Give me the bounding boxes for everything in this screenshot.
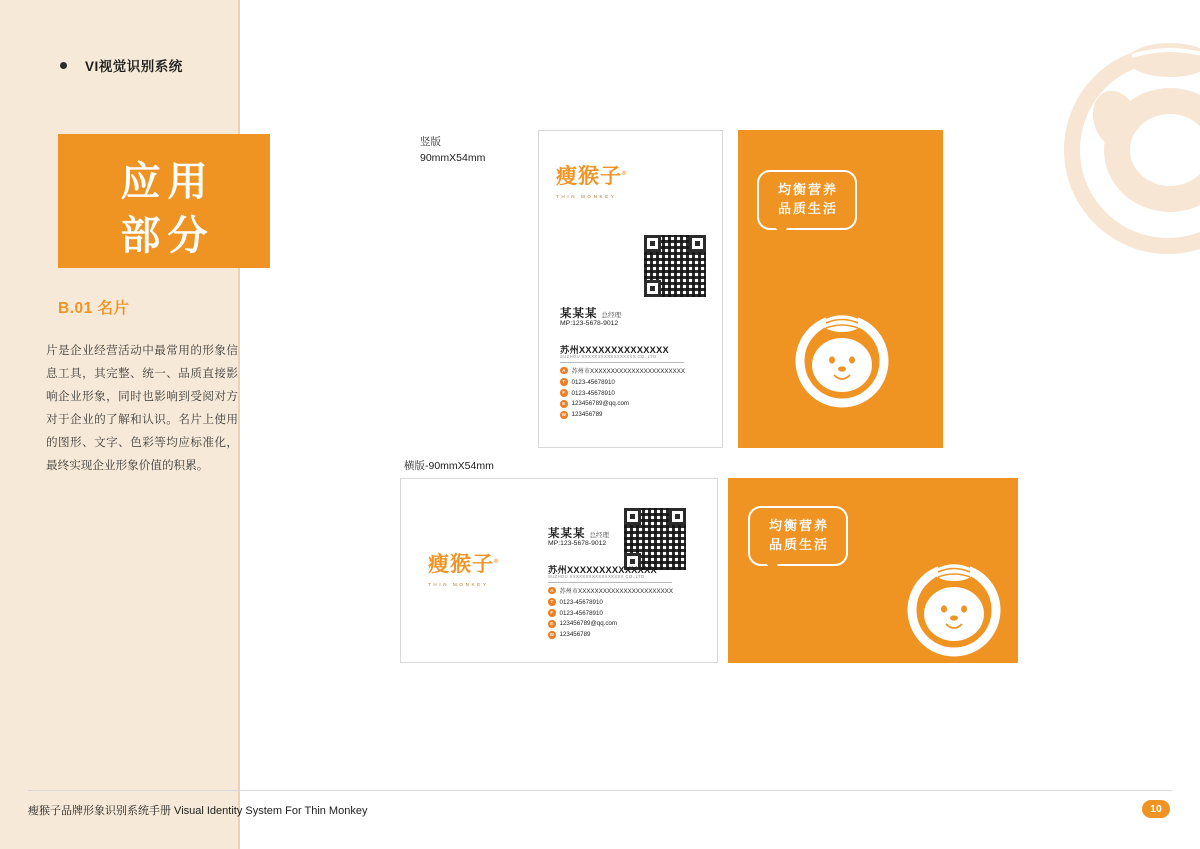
email-icon: E — [548, 620, 556, 628]
bubble-tail-icon — [775, 227, 787, 239]
subsection-paragraph — [46, 339, 238, 477]
page-header — [60, 55, 183, 75]
qr-eye-tl-icon — [624, 508, 641, 525]
slogan-line-2: 品质生活 — [777, 200, 838, 216]
contact-row — [548, 631, 673, 639]
bubble-tail-icon — [766, 563, 778, 575]
contact-list-vertical — [560, 366, 685, 422]
monkey-logo-mark-vertical — [788, 303, 896, 411]
contact-text: 123456789 — [571, 411, 603, 419]
monkey-logo-mark-horizontal — [900, 552, 1008, 660]
vertical-card-label — [420, 134, 485, 166]
contact-text: 0123-45678910 — [571, 378, 615, 386]
contact-text: 0123-45678910 — [571, 389, 615, 397]
fax-icon: F — [548, 609, 556, 617]
address-icon: A — [548, 587, 556, 595]
telephone-icon: T — [548, 598, 556, 606]
contact-row — [560, 378, 685, 386]
contact-row — [548, 586, 673, 595]
contact-row — [548, 598, 673, 606]
qr-eye-tl-icon — [644, 235, 661, 252]
contact-list-horizontal — [548, 586, 673, 642]
contact-row — [548, 609, 673, 617]
logo-chinese-label: 瘦猴子 — [428, 553, 494, 576]
page-number-badge: 10 — [1142, 800, 1170, 818]
footer-caption: 瘦猴子品牌形象识别系统手册 Visual Identity System For Thin Monkey — [28, 805, 368, 817]
card-person-name: 某某某 — [548, 528, 586, 540]
fax-icon: F — [560, 389, 568, 397]
card-job-title: 总经理 — [601, 312, 621, 319]
contact-row — [548, 620, 673, 628]
banner-line-1: 应用 — [120, 160, 215, 204]
card-company-vertical: 苏州XXXXXXXXXXXXXX — [560, 345, 669, 355]
slogan-line-1: 均衡营养 — [777, 182, 838, 197]
card-divider-horizontal — [548, 582, 672, 583]
address-icon: A — [560, 367, 568, 375]
card-person-name: 某某某 — [560, 308, 598, 320]
sidebar-divider — [238, 0, 240, 849]
registered-mark-icon: ® — [494, 559, 500, 565]
card-job-title: 总经理 — [589, 532, 609, 539]
slogan-line-2: 品质生活 — [768, 536, 829, 552]
logo-english-text: THIN MONKEY — [556, 194, 617, 199]
wechat-icon: W — [549, 632, 554, 638]
paragraph-text: 片是企业经营活动中最常用的形象信息工具，其完整、统一、品质直接影响企业形象，同时也影响到受阅对方对于企业的了解和认识。名片上使用的图形、文字、色彩等均应标准化，最终实现企业形象价值的积累。 — [46, 344, 238, 472]
contact-text: 苏州市XXXXXXXXXXXXXXXXXXXXXXX — [559, 588, 673, 595]
contact-text: 123456789@qq.com — [559, 620, 618, 628]
slogan-bubble-horizontal — [748, 506, 848, 566]
logo-chinese-label: 瘦猴子 — [556, 165, 622, 188]
slogan-line-1: 均衡营养 — [768, 518, 829, 533]
contact-row — [560, 411, 685, 419]
contact-text: 0123-45678910 — [559, 598, 603, 606]
page-title: VI视觉识别系统 — [85, 59, 183, 74]
decorative-monkey-watermark — [1020, 0, 1200, 340]
card-company-en-vertical: SUZHOU XXXXXXXXXXXXXXXXX CO.,LTD — [560, 354, 657, 359]
vertical-card-label-line1: 竖版 — [420, 136, 441, 148]
section-banner — [58, 134, 270, 268]
contact-text: 123456789@qq.com — [571, 400, 630, 408]
contact-row — [560, 400, 685, 408]
card-company-horizontal: 苏州XXXXXXXXXXXXXX — [548, 565, 657, 575]
logo-english-text: THIN MONKEY — [428, 582, 489, 587]
contact-text: 0123-45678910 — [559, 609, 603, 617]
email-icon: E — [560, 400, 568, 408]
contact-text: 123456789 — [559, 631, 591, 639]
slogan-bubble-vertical — [757, 170, 857, 230]
footer-divider — [28, 790, 1172, 791]
logo-chinese-text — [428, 548, 499, 578]
qr-code-horizontal — [624, 508, 686, 570]
vertical-card-label-line2: 90mmX54mm — [420, 152, 486, 164]
card-mobile-horizontal: MP:123-5678-9012 — [548, 540, 607, 547]
card-company-en-horizontal: SUZHOU XXXXXXXXXXXXXXXXX CO.,LTD — [548, 574, 645, 579]
banner-line-2: 部分 — [120, 214, 215, 258]
logo-horizontal — [428, 548, 499, 587]
logo-chinese-text — [556, 160, 627, 190]
qr-code-vertical — [644, 235, 706, 297]
contact-text: 苏州市XXXXXXXXXXXXXXXXXXXXXXX — [571, 368, 685, 375]
telephone-icon: T — [560, 378, 568, 386]
logo-vertical — [556, 160, 627, 199]
subsection-title: B.01 名片 — [58, 300, 130, 317]
qr-eye-bl-icon — [644, 280, 661, 297]
contact-row — [560, 366, 685, 375]
contact-row — [560, 389, 685, 397]
card-mobile-vertical: MP:123-5678-9012 — [560, 320, 619, 327]
bullet-icon — [60, 62, 67, 69]
registered-mark-icon: ® — [622, 171, 628, 177]
qr-eye-tr-icon — [689, 235, 706, 252]
qr-eye-tr-icon — [669, 508, 686, 525]
card-divider-vertical — [560, 362, 684, 363]
wechat-icon: W — [561, 412, 566, 418]
horizontal-card-label: 横版-90mmX54mm — [404, 460, 494, 472]
